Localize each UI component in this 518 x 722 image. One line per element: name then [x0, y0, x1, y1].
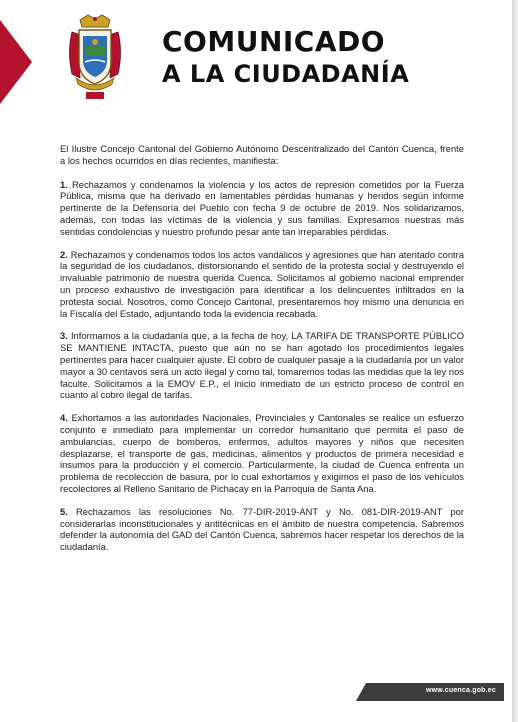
city-coat-of-arms-icon: [64, 12, 126, 104]
title-line-1: COMUNICADO: [162, 25, 386, 58]
intro-paragraph: El Ilustre Concejo Cantonal del Gobierno Autónomo Descentralizado del Cantón Cuenca, frente a los hechos ocurridos en días recientes, manifiesta:: [60, 143, 464, 166]
page-title: [162, 25, 410, 88]
list-item: [60, 179, 464, 238]
footer-url[interactable]: www.cuenca.gob.ec: [425, 687, 496, 694]
list-item: [60, 412, 464, 495]
item-text: Exhortamos a las autoridades Nacionales, Provinciales y Cantonales se realice un esfuerzo conjunto e inmediato para implementar un corredor humanitario que permita el paso de ambulancias, cuerpo de bomberos, enfermos, adultos mayores y niños que necesiten desplazarse, el transporte de gas, medicinas, alimentos y productos de primera necesidad e insumos para la producción y el comercio. Particularmente, la ciudad de Cuenca enfrenta un problema de recolección de basura, por lo cual exhortamos y exigimos el paso de los vehículos recolectores al Relleno Sanitario de Pichacay en la Parroquia de Santa Ana.: [60, 412, 464, 494]
item-number: 5.: [60, 505, 68, 517]
item-text: Informamos a la ciudadanía que, a la fecha de hoy, LA TARIFA DE TRANSPORTE PÚBLICO SE MANTIENE INTACTA, puesto que aún no se han agotado los procedimientos legales pertinentes para hacer cualquier ajuste. El cobro de cualquier pasaje a la ciudadanía por un valor mayor a 30 centavos será un acto ilegal y como tal, tomaremos todas las medidas que la ley nos faculte. Solicitamos a la EMOV E.P., el inicio inmediato de un estricto proceso de control en cuanto al cobro ilegal de tarifas.: [60, 330, 464, 401]
list-item: [60, 506, 464, 553]
item-text: Rechazamos las resoluciones No. 77-DIR-2019-ANT y No. 081-DIR-2019-ANT por considerarlas inconstitucionales y antitécnicas en el ámbito de nuestra competencia. Sabremos defender la autonomía del GAD del Cantón Cuenca, sabremos hacer respetar los derechos de la ciudadanía.: [60, 505, 465, 553]
item-number: 4.: [60, 412, 68, 424]
page-edge-shadow: [512, 0, 518, 722]
list-item: [60, 330, 464, 401]
item-number: 2.: [60, 248, 68, 260]
item-number: 1.: [60, 178, 68, 190]
item-text: Rechazamos y condenamos todos los actos vandálicos y agresiones que han atentado contra la seguridad de los ciudadanos, distorsionando el sentido de la protesta social y destruyendo el invaluable patrimonio de nuestra querida Cuenca. Solicitamos al gobierno nacional emprender un proceso exhaustivo de investigación para identificar a los delincuentes infiltrados en la protesta social. Nosotros, como Concejo Cantonal, presentaremos hoy mismo una denuncia en la Fiscalía del Estado, adjuntando toda la evidencia recabada.: [60, 248, 464, 319]
list-item: [60, 249, 464, 320]
item-text: Rechazamos y condenamos la violencia y los actos de represión cometidos por la Fuerza Pública, misma que ha derivado en lamentables pérdidas humanas y heridos según informe pertinente de la Defensoría del Pueblo con fecha 9 de octubre de 2019. Nos solidarizamos, además, con todas las víctimas de la violencia y sus familias. Expresamos nuestras más sentidas condolencias y nuestro profundo pesar ante tan irreparables pérdidas.: [60, 178, 464, 237]
red-corner-decoration: [0, 20, 32, 104]
title-line-2: A LA CIUDADANÍA: [162, 60, 410, 88]
communique-body: [60, 143, 464, 564]
item-number: 3.: [60, 330, 68, 342]
